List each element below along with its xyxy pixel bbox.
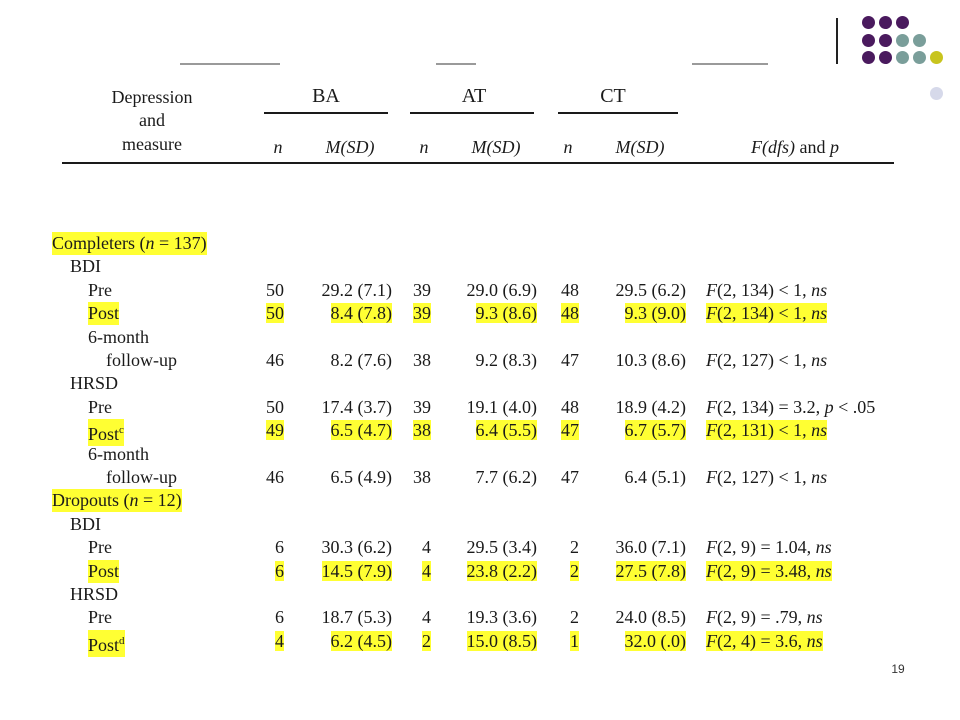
group-rule-ba (264, 112, 388, 114)
row-label-header-line-1: Depression (111, 87, 193, 107)
f-statistic-cell: F(2, 4) = 3.6, ns (706, 630, 823, 651)
ba-n-cell: 46 (266, 350, 284, 370)
row-label: Post$^c$ (88, 419, 124, 446)
at-n-cell: 2 (422, 630, 431, 651)
ba-n-cell: 50 (266, 303, 284, 324)
ba-msd-cell: 29.2 (7.1) (321, 279, 392, 300)
header-msd-at: M(SD) (471, 137, 521, 157)
row-label: follow-up (106, 467, 177, 487)
table-row (0, 606, 960, 629)
ba-n-cell: 50 (266, 279, 284, 300)
measure-label: HRSD (70, 373, 119, 394)
table-row (0, 560, 960, 583)
ba-msd-cell: 18.7 (5.3) (321, 607, 392, 628)
f-statistic-cell: F(2, 9) = .79, ns (706, 607, 823, 628)
at-n-cell: 4 (422, 607, 431, 628)
measure-row (0, 372, 960, 395)
ba-n-cell: 4 (275, 630, 284, 651)
ct-msd-cell: 18.9 (4.2) (615, 396, 686, 417)
ct-msd-cell: 6.4 (5.1) (624, 467, 686, 487)
row-label: Post (88, 303, 120, 324)
header-msd-ba: M(SD) (325, 137, 375, 157)
ba-n-cell: 46 (266, 467, 284, 487)
measure-label: BDI (70, 256, 101, 277)
ba-msd-cell: 8.4 (7.8) (330, 303, 392, 324)
section-row (0, 232, 960, 255)
ba-msd-cell: 6.5 (4.7) (330, 420, 392, 441)
row-label: Post$^d$ (88, 630, 125, 657)
ct-n-cell: 48 (561, 279, 579, 300)
ba-n-cell: 50 (266, 396, 284, 417)
row-label: Pre (88, 279, 112, 300)
measure-label: BDI (70, 513, 101, 534)
at-n-cell: 38 (413, 350, 431, 370)
f-statistic-cell: F(2, 9) = 3.48, ns (706, 560, 832, 581)
ct-n-cell: 2 (570, 537, 579, 558)
group-header-ct: CT (600, 85, 626, 107)
section-label: Completers (n = 137) (52, 233, 207, 253)
f-statistic-cell: F(2, 134) = 3.2, p < .05 (706, 396, 876, 417)
ba-n-cell: 6 (275, 560, 284, 581)
ct-msd-cell: 10.3 (8.6) (615, 350, 686, 370)
ba-n-cell: 6 (275, 607, 284, 628)
at-msd-cell: 19.3 (3.6) (466, 607, 537, 628)
ct-n-cell: 2 (570, 607, 579, 628)
page-number: 19 (891, 662, 905, 676)
at-msd-cell: 15.0 (8.5) (466, 630, 537, 651)
row-label: Pre (88, 537, 112, 558)
ct-msd-cell: 29.5 (6.2) (615, 279, 686, 300)
header-msd-ct: M(SD) (615, 137, 665, 157)
row-label: Pre (88, 396, 112, 417)
measure-label: HRSD (70, 584, 119, 604)
measure-label: 6-month (88, 443, 149, 464)
row-label: Pre (88, 607, 112, 628)
f-statistic-cell: F(2, 131) < 1, ns (706, 420, 828, 441)
measure-row (0, 255, 960, 278)
ba-msd-cell: 6.2 (4.5) (330, 630, 392, 651)
section-row (0, 489, 960, 512)
table-row (0, 630, 960, 653)
ct-msd-cell: 24.0 (8.5) (615, 607, 686, 628)
ct-n-cell: 47 (561, 350, 579, 370)
table-row (0, 302, 960, 325)
f-statistic-cell: F(2, 134) < 1, ns (706, 279, 828, 300)
group-header-ba: BA (312, 85, 340, 107)
row-label: follow-up (106, 350, 177, 370)
header-n-ct: n (563, 137, 573, 157)
ba-msd-cell: 17.4 (3.7) (321, 396, 392, 417)
row-label-header-line-2: and (139, 110, 165, 130)
table-row (0, 466, 960, 489)
at-n-cell: 39 (413, 303, 431, 324)
table-row (0, 396, 960, 419)
group-rule-at (410, 112, 534, 114)
ba-msd-cell: 6.5 (4.9) (330, 467, 392, 487)
header-f-and-p: F(dfs) and p (751, 137, 839, 157)
at-n-cell: 38 (413, 467, 431, 487)
measure-row (0, 326, 960, 349)
at-msd-cell: 9.2 (8.3) (475, 350, 537, 370)
ct-n-cell: 48 (561, 303, 579, 324)
at-msd-cell: 19.1 (4.0) (466, 396, 537, 417)
group-header-at: AT (461, 85, 487, 107)
at-msd-cell: 7.7 (6.2) (475, 467, 537, 487)
group-rule-ct (558, 112, 678, 114)
ct-msd-cell: 27.5 (7.8) (615, 560, 686, 581)
ct-n-cell: 1 (570, 630, 579, 651)
f-statistic-cell: F(2, 134) < 1, ns (706, 303, 828, 324)
ba-n-cell: 49 (266, 420, 284, 441)
ba-msd-cell: 14.5 (7.9) (321, 560, 392, 581)
ct-msd-cell: 32.0 (.0) (624, 630, 686, 651)
measure-row (0, 443, 960, 466)
ct-n-cell: 47 (561, 467, 579, 487)
ct-msd-cell: 9.3 (9.0) (624, 303, 686, 324)
ba-n-cell: 6 (275, 537, 284, 558)
table-header (0, 0, 960, 200)
row-label-header-line-3: measure (122, 134, 182, 154)
section-label: Dropouts (n = 12) (52, 490, 182, 511)
ct-n-cell: 48 (561, 396, 579, 417)
measure-row (0, 583, 960, 606)
at-n-cell: 39 (413, 279, 431, 300)
at-msd-cell: 23.8 (2.2) (466, 560, 537, 581)
header-n-ba: n (273, 137, 283, 157)
ba-msd-cell: 8.2 (7.6) (330, 350, 392, 370)
table-row (0, 419, 960, 445)
ct-n-cell: 47 (561, 420, 579, 441)
ct-msd-cell: 36.0 (7.1) (615, 537, 686, 558)
at-n-cell: 39 (413, 396, 431, 417)
header-bottom-rule (62, 162, 894, 164)
header-n-at: n (419, 137, 429, 157)
ct-n-cell: 2 (570, 560, 579, 581)
table-row (0, 279, 960, 302)
f-statistic-cell: F(2, 9) = 1.04, ns (706, 537, 832, 558)
f-statistic-cell: F(2, 127) < 1, ns (706, 350, 828, 370)
row-label: Post (88, 560, 120, 581)
at-msd-cell: 6.4 (5.5) (475, 420, 537, 441)
f-statistic-cell: F(2, 127) < 1, ns (706, 467, 828, 487)
at-n-cell: 4 (422, 537, 431, 558)
at-msd-cell: 9.3 (8.6) (475, 303, 537, 324)
table-row (0, 536, 960, 559)
measure-row (0, 513, 960, 536)
at-n-cell: 38 (413, 420, 431, 441)
at-n-cell: 4 (422, 560, 431, 581)
ct-msd-cell: 6.7 (5.7) (624, 420, 686, 441)
at-msd-cell: 29.0 (6.9) (466, 279, 537, 300)
ba-msd-cell: 30.3 (6.2) (321, 537, 392, 558)
at-msd-cell: 29.5 (3.4) (466, 537, 537, 558)
table-row (0, 349, 960, 372)
measure-label: 6-month (88, 326, 149, 347)
